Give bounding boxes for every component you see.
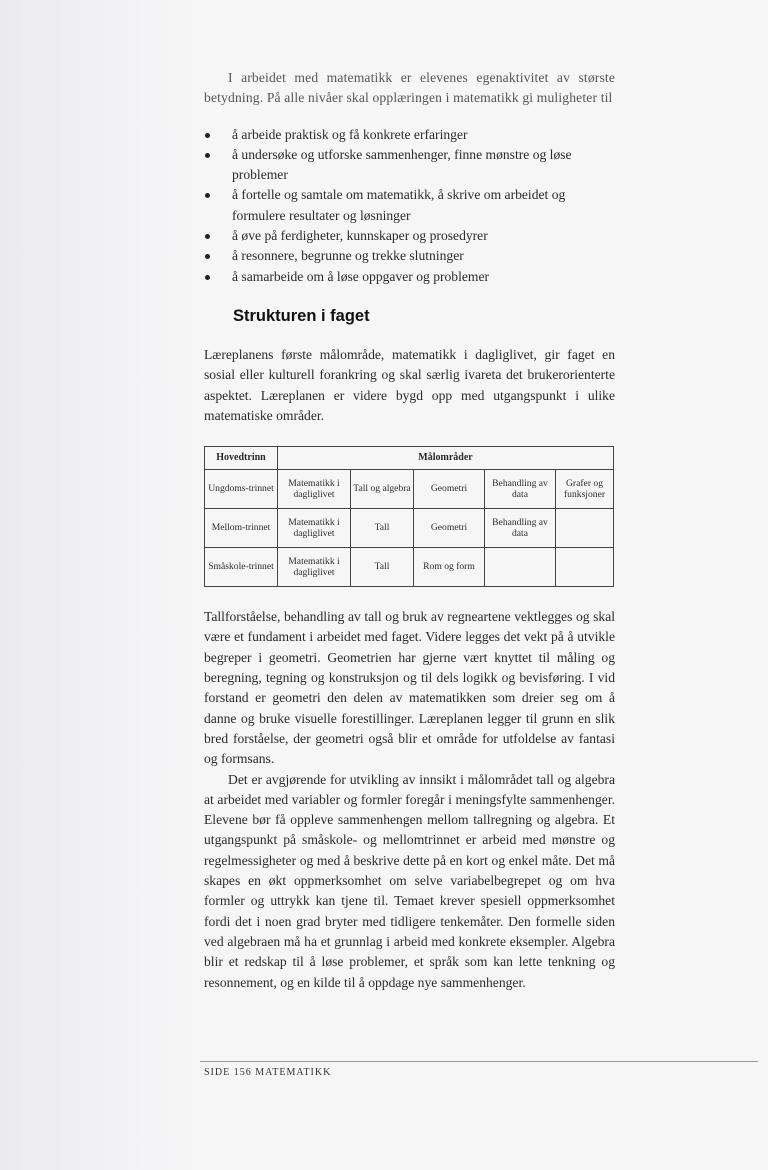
list-item: å fortelle og samtale om matematikk, å skrive om arbeidet og formulere resultater og løsninger (204, 185, 615, 226)
footer-divider (200, 1061, 758, 1062)
bullet-icon (205, 153, 210, 158)
page-margin-shade (0, 0, 215, 1170)
list-item: å arbeide praktisk og få konkrete erfaringer (204, 125, 615, 145)
table-cell (556, 548, 614, 587)
table-cell: Matematikk i dagliglivet (278, 548, 351, 587)
table-cell (556, 509, 614, 548)
table-cell: Tall (351, 509, 414, 548)
bullet-icon (205, 234, 210, 239)
table-cell: Behandling av data (485, 470, 556, 509)
bullet-icon (205, 254, 210, 259)
stage-cell: Småskole-trinnet (205, 548, 278, 587)
table-row (205, 548, 614, 587)
lead-paragraph: Læreplanens første målområde, matematikk i dagliglivet, gir faget en sosial eller kulturell forankring og skal særlig ivareta det brukerorienterte aspektet. Læreplanen er videre bygd opp med utgangspunkt i ulike matematiske områder. (204, 346, 615, 423)
table-cell: Geometri (414, 470, 485, 509)
header-areas: Målområder (278, 447, 614, 470)
bullet-list (204, 125, 615, 287)
bullet-icon (205, 193, 210, 198)
header-stage: Hovedtrinn (205, 447, 278, 470)
goals-table (204, 446, 614, 587)
table-cell: Tall og algebra (351, 470, 414, 509)
table-cell: Geometri (414, 509, 485, 548)
list-item: å undersøke og utforske sammenhenger, finne mønstre og løse problemer (204, 145, 615, 186)
table-row (205, 470, 614, 509)
stage-cell: Mellom-trinnet (205, 509, 278, 548)
page-content (204, 68, 615, 993)
table-cell: Grafer og funksjoner (556, 470, 614, 509)
body-paragraph: Det er avgjørende for utvikling av innsikt i målområdet tall og algebra at arbeidet med variabler og formler foregår i meningsfylte sammenhenger. Elevene bør få oppleve sammenhengen mellom tallregning og algebra. Et utgangspunkt på småskole- og mellomtrinnet er arbeid med mønstre og regelmessigheter og med å beskrive dette på en kort og enkel måte. Det må skapes en økt oppmerksomhet om selve variabelbegrepet og om hva formler og uttrykk kan tjene til. Temaet krever spesiell oppmerksomhet fordi det i noen grad bryter med tidligere tenkemåter. Den formelle siden ved algebraen må ha et grunnlag i arbeid med konkrete eksempler. Algebra blir et redskap til å løse problemer, et språk som kan lette tenkning og resonnement, og en kilde til å oppdage nye sammenhenger. (204, 771, 615, 990)
intro-paragraph: I arbeidet med matematikk er elevenes egenaktivitet av største betydning. På alle nivåer skal opplæringen i matematikk gi muligheter til (204, 70, 615, 106)
stage-cell: Ungdoms-trinnet (205, 470, 278, 509)
table-cell: Matematikk i dagliglivet (278, 509, 351, 548)
table-cell: Matematikk i dagliglivet (278, 470, 351, 509)
page-footer: SIDE 156 MATEMATIKK (204, 1067, 332, 1078)
table-cell (485, 548, 556, 587)
bullet-icon (205, 275, 210, 280)
section-heading: Strukturen i faget (233, 306, 370, 325)
table-row (205, 509, 614, 548)
list-item: å samarbeide om å løse oppgaver og problemer (204, 267, 615, 287)
table-cell: Rom og form (414, 548, 485, 587)
bullet-icon (205, 133, 210, 138)
table-header-row (205, 447, 614, 470)
list-item: å øve på ferdigheter, kunnskaper og prosedyrer (204, 226, 615, 246)
list-item: å resonnere, begrunne og trekke slutninger (204, 246, 615, 266)
body-paragraph: Tallforståelse, behandling av tall og bruk av regneartene vektlegges og skal være et fundament i arbeidet med faget. Videre legges det vekt på å utvikle begreper i geometri. Geometrien har gjerne vært knyttet til måling og beregning, tegning og konstruksjon og til dels logikk og bevisføring. I vid forstand er geometri den delen av matematikken som dreier seg om å danne og bruke visuelle forestillinger. Læreplanen legger til grunn en slik bred forståelse, der geometri også blir et område for utfoldelse av fantasi og formsans. (204, 609, 615, 767)
table-cell: Behandling av data (485, 509, 556, 548)
table-cell: Tall (351, 548, 414, 587)
